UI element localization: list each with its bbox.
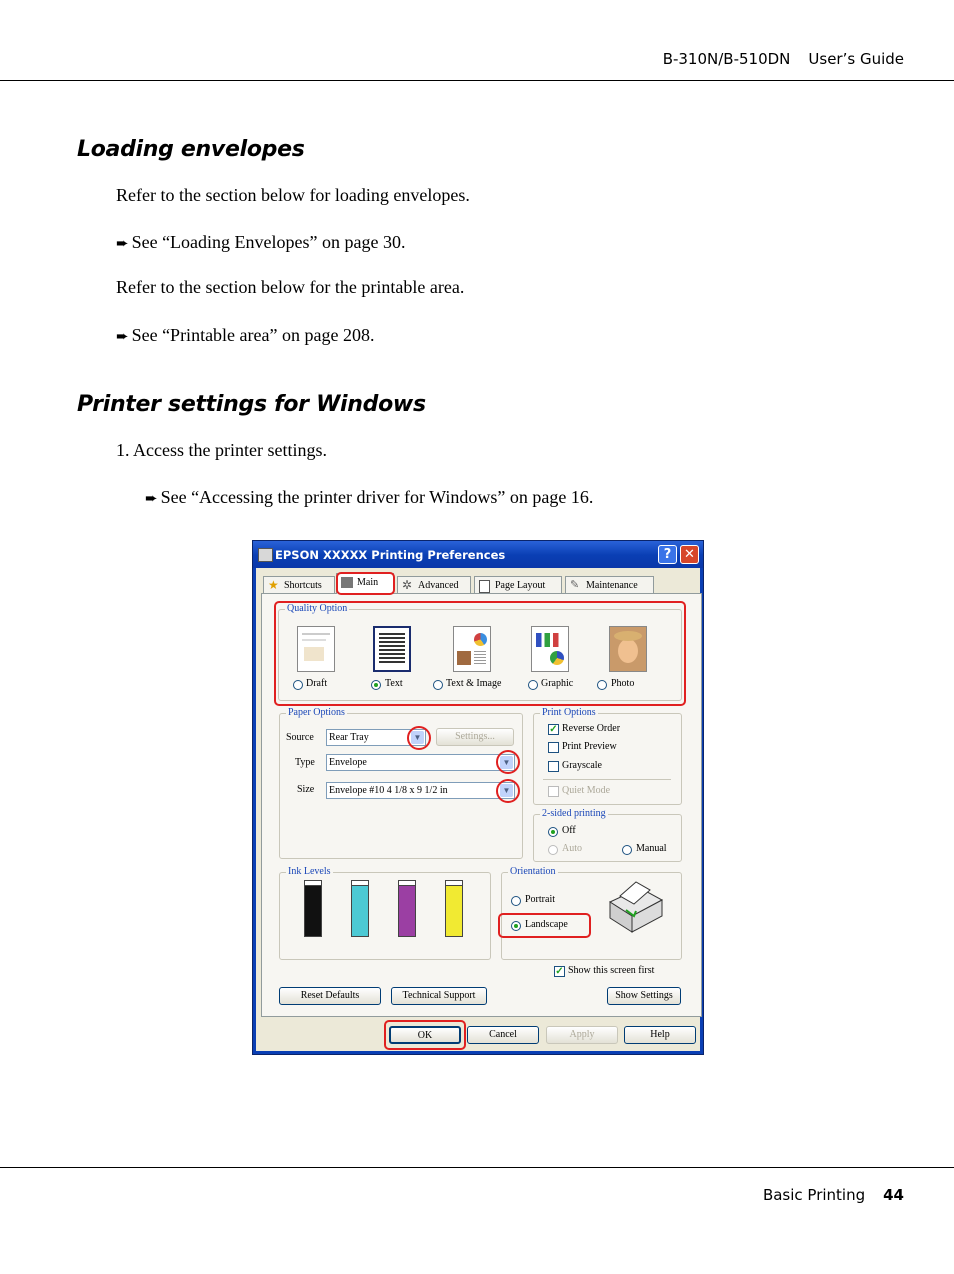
size-select[interactable]: Envelope #10 4 1/8 x 9 1/2 in ▼ — [326, 782, 515, 799]
cross-reference[interactable] — [145, 487, 593, 508]
graphic-icon[interactable] — [531, 626, 569, 672]
close-button[interactable]: ✕ — [680, 545, 699, 564]
footer-section: Basic Printing — [762, 1186, 866, 1204]
quiet-mode-label: Quiet Mode — [562, 785, 611, 796]
highlight-source-arrow — [407, 726, 431, 750]
arrow-icon: ➨ — [145, 489, 158, 507]
highlight-landscape — [498, 913, 591, 938]
show-settings-button[interactable]: Show Settings — [607, 987, 681, 1005]
help-button[interactable]: Help — [624, 1026, 696, 1044]
ink-levels-label: Ink Levels — [288, 866, 331, 877]
print-preview-checkbox[interactable] — [548, 742, 559, 753]
reference-text: See “Printable area” on page 208. — [131, 325, 375, 345]
heading-loading-envelopes: Loading envelopes — [77, 137, 305, 162]
text-image-label: Text & Image — [446, 678, 502, 689]
text-radio[interactable] — [371, 680, 381, 690]
reverse-order-checkbox[interactable]: ✓ — [549, 724, 558, 735]
header-model: B-310N/B-510DN — [662, 50, 791, 68]
source-label: Source — [286, 732, 314, 743]
reverse-order-label: Reverse Order — [562, 723, 621, 734]
type-select[interactable]: Envelope ▼ — [326, 754, 515, 771]
arrow-icon: ➨ — [116, 327, 129, 345]
reference-text: See “Loading Envelopes” on page 30. — [131, 232, 406, 252]
running-header — [663, 50, 904, 68]
wrench-icon: ✎ — [570, 579, 580, 591]
heading-printer-settings: Printer settings for Windows — [77, 392, 426, 417]
cancel-button[interactable]: Cancel — [467, 1026, 539, 1044]
quality-option-label: Quality Option — [287, 603, 348, 614]
tab-maintenance[interactable]: ✎ Maintenance — [565, 576, 654, 594]
landscape-label: Landscape — [525, 919, 568, 930]
show-first-checkbox[interactable]: ✓ — [555, 966, 564, 977]
grayscale-checkbox[interactable] — [548, 761, 559, 772]
running-footer — [763, 1186, 904, 1204]
page-number: 44 — [883, 1186, 904, 1204]
graphic-label: Graphic — [541, 678, 574, 689]
tab-advanced[interactable]: ✲ Advanced — [397, 576, 471, 594]
two-sided-manual-radio[interactable] — [622, 845, 632, 855]
ink-cyan — [351, 885, 369, 937]
show-first-label: Show this screen first — [568, 965, 655, 976]
grayscale-label: Grayscale — [562, 760, 602, 771]
chevron-down-icon: ▼ — [411, 731, 424, 744]
arrow-icon: ➨ — [116, 234, 129, 252]
text-and-image-icon[interactable] — [453, 626, 491, 672]
chevron-down-icon: ▼ — [500, 784, 513, 797]
title-bar[interactable] — [253, 541, 703, 569]
dialog-title: EPSON XXXXX Printing Preferences — [275, 548, 506, 562]
chevron-down-icon: ▼ — [500, 756, 513, 769]
photo-radio[interactable] — [597, 680, 607, 690]
header-guide: User’s Guide — [808, 50, 904, 68]
page-icon — [479, 580, 490, 593]
portrait-label: Portrait — [525, 894, 555, 905]
text-image-radio[interactable] — [433, 680, 443, 690]
paragraph: Refer to the section below for loading envelopes. — [116, 185, 470, 205]
printer-landscape-icon — [606, 880, 666, 938]
print-preview-label: Print Preview — [562, 741, 617, 752]
highlight-main-tab — [336, 572, 395, 595]
printer-icon — [258, 548, 273, 562]
auto-label: Auto — [562, 843, 582, 854]
tab-main[interactable]: Main — [336, 573, 394, 594]
off-label: Off — [562, 825, 576, 836]
text-label: Text — [385, 678, 403, 689]
photo-label: Photo — [611, 678, 635, 689]
ok-button[interactable]: OK — [389, 1026, 461, 1044]
two-sided-label: 2-sided printing — [542, 808, 606, 819]
step-1: 1. Access the printer settings. — [116, 440, 327, 460]
highlight-ok — [384, 1020, 466, 1050]
portrait-radio[interactable] — [511, 896, 521, 906]
source-select[interactable]: Rear Tray ▼ — [326, 729, 426, 746]
manual-label: Manual — [636, 843, 667, 854]
ink-yellow — [445, 885, 463, 937]
orientation-label: Orientation — [510, 866, 556, 877]
size-label: Size — [297, 784, 315, 795]
print-options-label: Print Options — [542, 707, 596, 718]
settings-button[interactable]: Settings... — [436, 728, 514, 746]
cross-reference[interactable] — [116, 325, 374, 346]
two-sided-group — [533, 808, 682, 862]
draft-label: Draft — [306, 678, 328, 689]
paragraph: Refer to the section below for the printable area. — [116, 277, 465, 297]
star-icon: ★ — [268, 578, 279, 592]
reference-text: See “Accessing the printer driver for Windows” on page 16. — [160, 487, 594, 507]
quiet-mode-checkbox[interactable] — [548, 786, 559, 797]
apply-button[interactable]: Apply — [546, 1026, 618, 1044]
footer-rule — [0, 1167, 954, 1168]
highlight-size-arrow — [496, 779, 520, 803]
divider — [543, 779, 671, 780]
cross-reference[interactable] — [116, 232, 406, 253]
paper-options-label: Paper Options — [288, 707, 345, 718]
ink-black — [304, 885, 322, 937]
type-label: Type — [295, 757, 315, 768]
draft-radio[interactable] — [293, 680, 303, 690]
help-title-button[interactable]: ? — [658, 545, 677, 564]
technical-support-button[interactable]: Technical Support — [391, 987, 487, 1005]
two-sided-auto-radio[interactable] — [548, 845, 558, 855]
draft-icon[interactable] — [297, 626, 335, 672]
text-icon[interactable] — [373, 626, 411, 672]
ink-magenta — [398, 885, 416, 937]
tab-shortcuts[interactable]: ★ Shortcuts — [263, 576, 335, 594]
highlight-type-arrow — [496, 750, 520, 774]
photo-icon[interactable] — [609, 626, 647, 672]
tab-page-layout[interactable]: Page Layout — [474, 576, 562, 594]
two-sided-off-radio[interactable] — [548, 827, 558, 837]
graphic-radio[interactable] — [528, 680, 538, 690]
gear-icon: ✲ — [402, 578, 413, 592]
reset-defaults-button[interactable]: Reset Defaults — [279, 987, 381, 1005]
header-rule — [0, 80, 954, 81]
